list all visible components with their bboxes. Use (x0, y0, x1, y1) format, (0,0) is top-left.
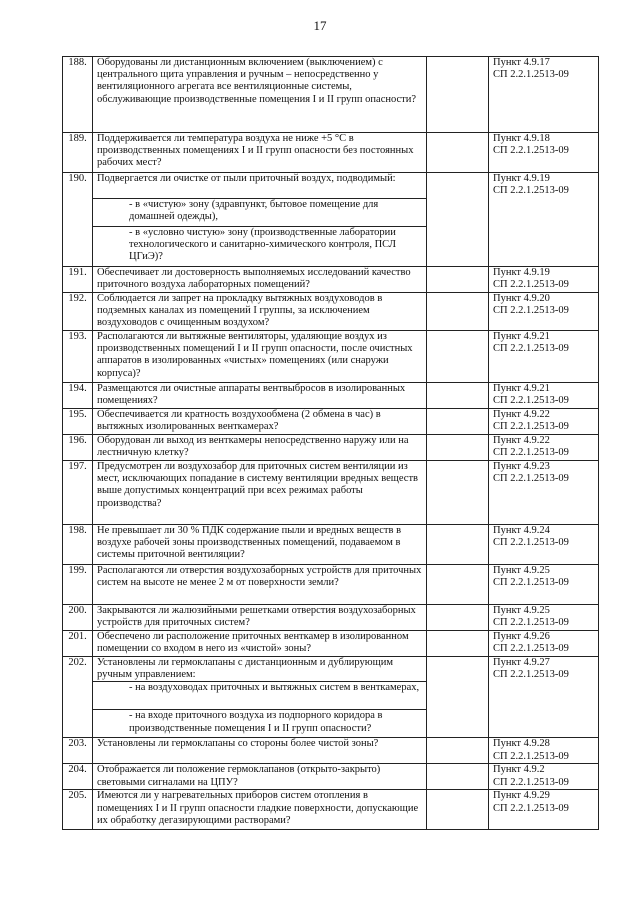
reference-document: СП 2.2.1.2513-09 (493, 69, 569, 81)
answer-cell (427, 605, 489, 631)
sub-question-text: - на входе приточного воздуха из подпорного коридора в производственные помещения I и II групп опасности? (93, 710, 427, 738)
row-number: 203. (63, 738, 93, 764)
answer-cell (427, 525, 489, 565)
question-text: Не превышает ли 30 % ПДК содержание пыли и вредных веществ в воздухе рабочей зоны производственных помещений, подаваемом в системы приточной вентиляции? (93, 525, 427, 565)
table-row (63, 133, 599, 173)
row-number: 191. (63, 267, 93, 293)
reference-cell (489, 461, 599, 525)
question-text: Размещаются ли очистные аппараты вентвыбросов в изолированных помещениях? (93, 383, 427, 409)
reference-document: СП 2.2.1.2513-09 (493, 537, 569, 549)
reference-cell (489, 173, 599, 267)
table-row (63, 605, 599, 631)
table-row (63, 631, 599, 657)
row-number: 188. (63, 57, 93, 133)
row-number: 189. (63, 133, 93, 173)
reference-clause: Пункт 4.9.19 (493, 267, 550, 278)
reference-cell (489, 525, 599, 565)
answer-cell (427, 435, 489, 461)
table-row (63, 738, 599, 764)
reference-clause: Пункт 4.9.21 (493, 383, 550, 394)
checklist-table (62, 56, 599, 830)
answer-cell (427, 461, 489, 525)
reference-document: СП 2.2.1.2513-09 (493, 145, 569, 157)
reference-cell (489, 565, 599, 605)
reference-clause: Пункт 4.9.22 (493, 409, 550, 420)
answer-cell (427, 657, 489, 738)
table-row (63, 565, 599, 605)
table-row (63, 525, 599, 565)
answer-cell (427, 631, 489, 657)
row-number: 194. (63, 383, 93, 409)
question-text: Имеются ли у нагревательных приборов систем отопления в помещениях I и II групп опасности гладкие поверхности, допускающие их обработку дегазирующими растворами? (93, 790, 427, 830)
reference-document: СП 2.2.1.2513-09 (493, 802, 569, 814)
reference-clause: Пункт 4.9.23 (493, 461, 550, 472)
answer-cell (427, 565, 489, 605)
reference-document: СП 2.2.1.2513-09 (493, 750, 569, 762)
reference-cell (489, 764, 599, 790)
row-number: 204. (63, 764, 93, 790)
question-text: Обеспечивается ли кратность воздухообмена (2 обмена в час) в вытяжных изолированных венткамерах? (93, 409, 427, 435)
question-text: Отображается ли положение гермоклапанов (открыто-закрыто) световыми сигналами на ЦПУ? (93, 764, 427, 790)
reference-cell (489, 57, 599, 133)
table-row (63, 790, 599, 830)
table-row (63, 461, 599, 525)
reference-document: СП 2.2.1.2513-09 (493, 473, 569, 485)
answer-cell (427, 133, 489, 173)
reference-document: СП 2.2.1.2513-09 (493, 395, 569, 407)
table-row (63, 57, 599, 133)
row-number: 197. (63, 461, 93, 525)
reference-document: СП 2.2.1.2513-09 (493, 776, 569, 788)
table-row (63, 435, 599, 461)
reference-document: СП 2.2.1.2513-09 (493, 577, 569, 589)
reference-clause: Пункт 4.9.18 (493, 133, 550, 144)
question-text: Поддерживается ли температура воздуха не ниже +5 °С в производственных помещениях I и II групп опасности без постоянных рабочих мест? (93, 133, 427, 173)
answer-cell (427, 764, 489, 790)
reference-cell (489, 293, 599, 331)
reference-clause: Пункт 4.9.26 (493, 631, 550, 642)
reference-cell (489, 267, 599, 293)
reference-document: СП 2.2.1.2513-09 (493, 279, 569, 291)
reference-clause: Пункт 4.9.25 (493, 605, 550, 616)
question-text: Обеспечивает ли достоверность выполняемых исследований качество приточного воздуха лабораторных помещений? (93, 267, 427, 293)
question-text: Предусмотрен ли воздухозабор для приточных систем вентиляции из мест, исключающих попадание в систему вентиляции вредных веществ выше допустимых концентраций при всех режимах работы производства? (93, 461, 427, 525)
table-row (63, 267, 599, 293)
question-text: Установлены ли гермоклапаны со стороны более чистой зоны? (93, 738, 427, 764)
reference-clause: Пункт 4.9.20 (493, 293, 550, 304)
sub-question-text: - на воздуховодах приточных и вытяжных систем в венткамерах, (93, 682, 427, 710)
table-row (63, 383, 599, 409)
table-row (63, 331, 599, 383)
row-number: 193. (63, 331, 93, 383)
question-text: Соблюдается ли запрет на прокладку вытяжных воздуховодов в подземных каналах из помещений I группы, за исключением воздуховодов с очищенным воздухом? (93, 293, 427, 331)
reference-cell (489, 657, 599, 738)
table-row (63, 657, 599, 682)
row-number: 195. (63, 409, 93, 435)
answer-cell (427, 57, 489, 133)
reference-cell (489, 331, 599, 383)
answer-cell (427, 790, 489, 830)
question-text: Подвергается ли очистке от пыли приточный воздух, подводимый: (93, 173, 427, 199)
answer-cell (427, 738, 489, 764)
reference-clause: Пункт 4.9.19 (493, 173, 550, 184)
reference-cell (489, 133, 599, 173)
row-number: 199. (63, 565, 93, 605)
table-row (63, 764, 599, 790)
question-text: Оборудованы ли дистанционным включением (выключением) с центрального щита управления и ручным – непосредственно у вентиляционного агрегата все вентиляционные системы, обслуживающие производственные помещения I и II групп опасности? (93, 57, 427, 133)
question-text: Закрываются ли жалюзийными решетками отверстия воздухозаборных устройств для приточных систем? (93, 605, 427, 631)
question-text: Располагаются ли вытяжные вентиляторы, удаляющие воздух из производственных помещений I и II групп опасности, после очистных аппаратов в изолированных «чистых» помещениях (или снаружи корпуса)? (93, 331, 427, 383)
answer-cell (427, 267, 489, 293)
row-number: 198. (63, 525, 93, 565)
question-text: Располагаются ли отверстия воздухозаборных устройств для приточных систем на высоте не менее 2 м от поверхности земли? (93, 565, 427, 605)
table-row (63, 293, 599, 331)
page-number: 17 (313, 18, 327, 33)
table-row (63, 173, 599, 199)
reference-document: СП 2.2.1.2513-09 (493, 617, 569, 629)
reference-cell (489, 383, 599, 409)
sub-question-text: - в «чистую» зону (здравпункт, бытовое помещение для домашней одежды), (93, 199, 427, 227)
question-text: Установлены ли гермоклапаны с дистанционным и дублирующим ручным управлением: (93, 657, 427, 682)
table-body (63, 57, 599, 830)
row-number: 202. (63, 657, 93, 738)
table-row (63, 409, 599, 435)
reference-document: СП 2.2.1.2513-09 (493, 343, 569, 355)
row-number: 192. (63, 293, 93, 331)
row-number: 200. (63, 605, 93, 631)
answer-cell (427, 383, 489, 409)
reference-document: СП 2.2.1.2513-09 (493, 421, 569, 433)
question-text: Оборудован ли выход из венткамеры непосредственно наружу или на лестничную клетку? (93, 435, 427, 461)
answer-cell (427, 293, 489, 331)
reference-cell (489, 605, 599, 631)
answer-cell (427, 173, 489, 267)
reference-clause: Пункт 4.9.29 (493, 790, 550, 802)
reference-document: СП 2.2.1.2513-09 (493, 643, 569, 655)
reference-document: СП 2.2.1.2513-09 (493, 669, 569, 681)
reference-clause: Пункт 4.9.21 (493, 331, 550, 342)
reference-cell (489, 435, 599, 461)
row-number: 196. (63, 435, 93, 461)
answer-cell (427, 331, 489, 383)
reference-cell (489, 790, 599, 830)
sub-question-text: - в «условно чистую» зону (производственные лаборатории технологического и санитарно-химического контроля, ПСЛ ЦГиЭ)? (93, 227, 427, 267)
reference-clause: Пункт 4.9.25 (493, 565, 550, 576)
reference-clause: Пункт 4.9.22 (493, 435, 550, 446)
reference-clause: Пункт 4.9.2 (493, 764, 545, 776)
reference-clause: Пункт 4.9.27 (493, 657, 550, 668)
question-text: Обеспечено ли расположение приточных венткамер в изолированном помещении со входом в него из «чистой» зоны? (93, 631, 427, 657)
reference-cell (489, 409, 599, 435)
row-number: 190. (63, 173, 93, 267)
reference-clause: Пункт 4.9.24 (493, 525, 550, 536)
reference-document: СП 2.2.1.2513-09 (493, 305, 569, 317)
reference-document: СП 2.2.1.2513-09 (493, 447, 569, 459)
reference-clause: Пункт 4.9.28 (493, 738, 550, 750)
reference-cell (489, 738, 599, 764)
row-number: 205. (63, 790, 93, 830)
reference-clause: Пункт 4.9.17 (493, 57, 550, 68)
answer-cell (427, 409, 489, 435)
reference-cell (489, 631, 599, 657)
reference-document: СП 2.2.1.2513-09 (493, 185, 569, 197)
row-number: 201. (63, 631, 93, 657)
